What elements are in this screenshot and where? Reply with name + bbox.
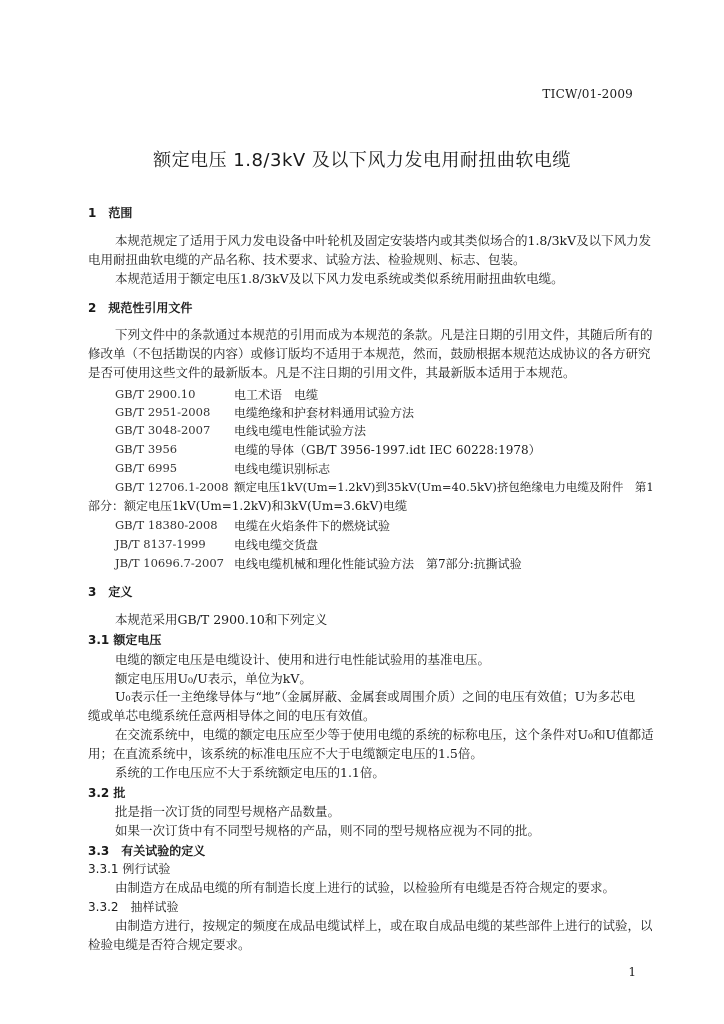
paragraph-line: 由制造方在成品电缆的所有制造长度上进行的试验，以检验所有电缆是否符合规定的要求。 <box>115 880 616 895</box>
paragraph-line: 修改单（不包括勘误的内容）或修订版均不适用于本规范，然而，鼓励根据本规范达成协议的各方研究 <box>88 346 651 361</box>
paragraph-line: 电缆的额定电压是电缆设计、使用和进行电性能试验用的基准电压。 <box>115 652 491 667</box>
section-3-3-heading: 3.3 有关试验的定义 <box>88 844 206 858</box>
reference-title: 额定电压1kV(Um=1.2kV)到35kV(Um=40.5kV)挤包绝缘电力电缆及附件 第1 <box>234 480 654 494</box>
section-2-heading: 2 规范性引用文件 <box>88 301 193 315</box>
section-3-3-2-heading: 3.3.2 抽样试验 <box>88 900 179 914</box>
reference-code: GB/T 2951-2008 <box>115 405 211 419</box>
paragraph-line: 电用耐扭曲软电缆的产品名称、技术要求、试验方法、检验规则、标志、包装。 <box>88 252 526 267</box>
reference-code: GB/T 18380-2008 <box>115 518 218 532</box>
reference-title: 电缆绝缘和护套材料通用试验方法 <box>234 406 415 420</box>
paragraph-line: 检验电缆是否符合规定要求。 <box>88 937 251 952</box>
paragraph-line: 本规范适用于额定电压1.8/3kV及以下风力发电系统或类似系统用耐扭曲软电缆。 <box>115 271 564 286</box>
section-3-heading: 3 定义 <box>88 585 133 599</box>
reference-code: GB/T 3956 <box>115 442 178 456</box>
reference-title: 电线电缆交货盘 <box>234 538 319 552</box>
paragraph-line: U₀表示任一主绝缘导体与“地”（金属屏蔽、金属套或周围介质）之间的电压有效值；U为多芯电 <box>115 689 636 704</box>
reference-title: 电缆的导体（GB/T 3956-1997.idt IEC 60228:1978） <box>234 443 541 457</box>
paragraph-line: 批是指一次订货的同型号规格产品数量。 <box>115 804 341 819</box>
reference-code: GB/T 6995 <box>115 461 178 475</box>
standard-code: TICW/01-2009 <box>542 87 633 101</box>
paragraph-line: 在交流系统中，电缆的额定电压应至少等于使用电缆的系统的标称电压，这个条件对U₀和U值都适 <box>115 727 654 742</box>
section-3-1-heading: 3.1 额定电压 <box>88 633 162 647</box>
paragraph-line: 如果一次订货中有不同型号规格的产品，则不同的型号规格应视为不同的批。 <box>115 823 541 838</box>
section-3-3-1-heading: 3.3.1 例行试验 <box>88 862 171 876</box>
reference-title: 电缆在火焰条件下的燃烧试验 <box>234 519 391 533</box>
paragraph-line: 额定电压用U₀/U表示，单位为kV。 <box>115 671 312 686</box>
reference-code: GB/T 3048-2007 <box>115 423 211 437</box>
reference-code: JB/T 10696.7-2007 <box>115 556 224 570</box>
section-1-heading: 1 范围 <box>88 206 133 220</box>
reference-code: GB/T 2900.10 <box>115 387 196 401</box>
reference-code: GB/T 12706.1-2008 <box>115 480 229 494</box>
reference-title: 电线电缆电性能试验方法 <box>234 424 367 438</box>
page-number: 1 <box>628 965 636 979</box>
reference-title-continued: 部分：额定电压1kV(Um=1.2kV)和3kV(Um=3.6kV)电缆 <box>88 499 408 513</box>
reference-title: 电工术语 电缆 <box>234 388 319 402</box>
reference-title: 电线电缆识别标志 <box>234 462 331 476</box>
document-title: 额定电压 1.8/3kV 及以下风力发电用耐扭曲软电缆 <box>153 150 571 171</box>
paragraph-line: 由制造方进行，按规定的频度在成品电缆试样上，或在取自成品电缆的某些部件上进行的试验，以 <box>115 918 653 933</box>
paragraph-line: 是否可使用这些文件的最新版本。凡是不注日期的引用文件，其最新版本适用于本规范。 <box>88 365 576 380</box>
paragraph-line: 缆或单芯电缆系统任意两相导体之间的电压有效值。 <box>88 708 376 723</box>
paragraph-line: 下列文件中的条款通过本规范的引用而成为本规范的条款。凡是注日期的引用文件，其随后所有的 <box>115 327 653 342</box>
paragraph-line: 用；在直流系统中，该系统的标准电压应不大于电缆额定电压的1.5倍。 <box>88 746 483 761</box>
paragraph-line: 本规范规定了适用于风力发电设备中叶轮机及固定安装塔内或其类似场合的1.8/3kV及以下风力发 <box>115 233 652 248</box>
reference-code: JB/T 8137-1999 <box>115 537 206 551</box>
section-3-2-heading: 3.2 批 <box>88 786 126 800</box>
paragraph-line: 本规范采用GB/T 2900.10和下列定义 <box>115 612 328 627</box>
reference-title: 电线电缆机械和理化性能试验方法 第7部分:抗撕试验 <box>234 557 522 571</box>
paragraph-line: 系统的工作电压应不大于系统额定电压的1.1倍。 <box>115 765 385 780</box>
